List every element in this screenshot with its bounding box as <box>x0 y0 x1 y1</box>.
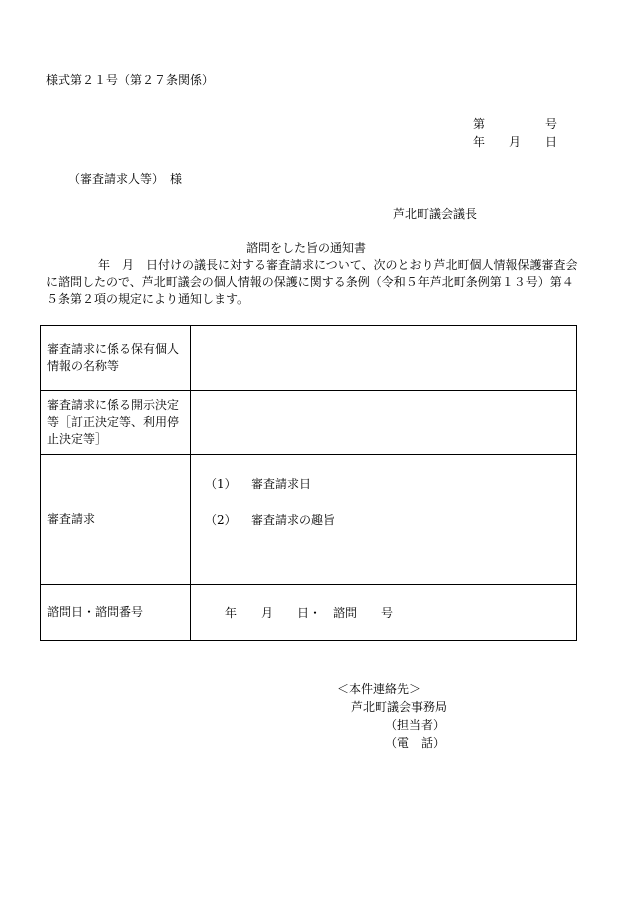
row-label-request: 審査請求 <box>41 455 191 585</box>
request-date-item <box>205 475 311 492</box>
item-text: 審査請求の趣旨 <box>251 513 336 527</box>
addressee: （審査請求人等） 様 <box>68 172 183 186</box>
table-row <box>41 391 577 455</box>
sender: 芦北町議会議長 <box>393 207 478 221</box>
contact-phone: （電 話） <box>385 736 446 750</box>
row-content-request[interactable] <box>191 455 577 585</box>
row-label-personal-info: 審査請求に係る保有個人情報の名称等 <box>41 326 191 391</box>
item-number: （1） <box>205 477 237 491</box>
item-text: 審査請求日 <box>251 477 312 491</box>
body-paragraph <box>46 257 578 308</box>
document-date-line: 年 月 日 <box>473 135 558 149</box>
table-row <box>41 455 577 585</box>
row-content-consultation <box>191 585 577 641</box>
table-row <box>41 585 577 641</box>
form-number-label: 様式第２１号（第２７条関係） <box>46 73 215 87</box>
row-content-personal-info[interactable] <box>191 326 577 391</box>
notice-form-table <box>40 325 577 641</box>
request-purpose-item <box>205 511 335 528</box>
consultation-date-number: 年 月 日・ 諮問 号 <box>225 606 394 620</box>
row-label-disclosure-decision: 審査請求に係る開示決定等［訂正決定等、利用停止決定等］ <box>41 391 191 455</box>
table-row <box>41 326 577 391</box>
item-number: （2） <box>205 513 237 527</box>
contact-person: （担当者） <box>385 718 446 732</box>
document-title: 諮問をした旨の通知書 <box>246 241 367 255</box>
row-label-consultation: 諮問日・諮問番号 <box>41 585 191 641</box>
body-text: 年 月 日付けの議長に対する審査請求について、次のとおり芦北町個人情報保護審査会に諮問したので、芦北町議会の個人情報の保護に関する条例（令和５年芦北町条例第１３号）第４５条第２項の規定により通知します。 <box>46 258 578 306</box>
contact-office: 芦北町議会事務局 <box>351 700 448 714</box>
contact-heading: ＜本件連絡先＞ <box>337 682 422 696</box>
row-content-disclosure-decision[interactable] <box>191 391 577 455</box>
document-number-line: 第 号 <box>473 117 558 131</box>
